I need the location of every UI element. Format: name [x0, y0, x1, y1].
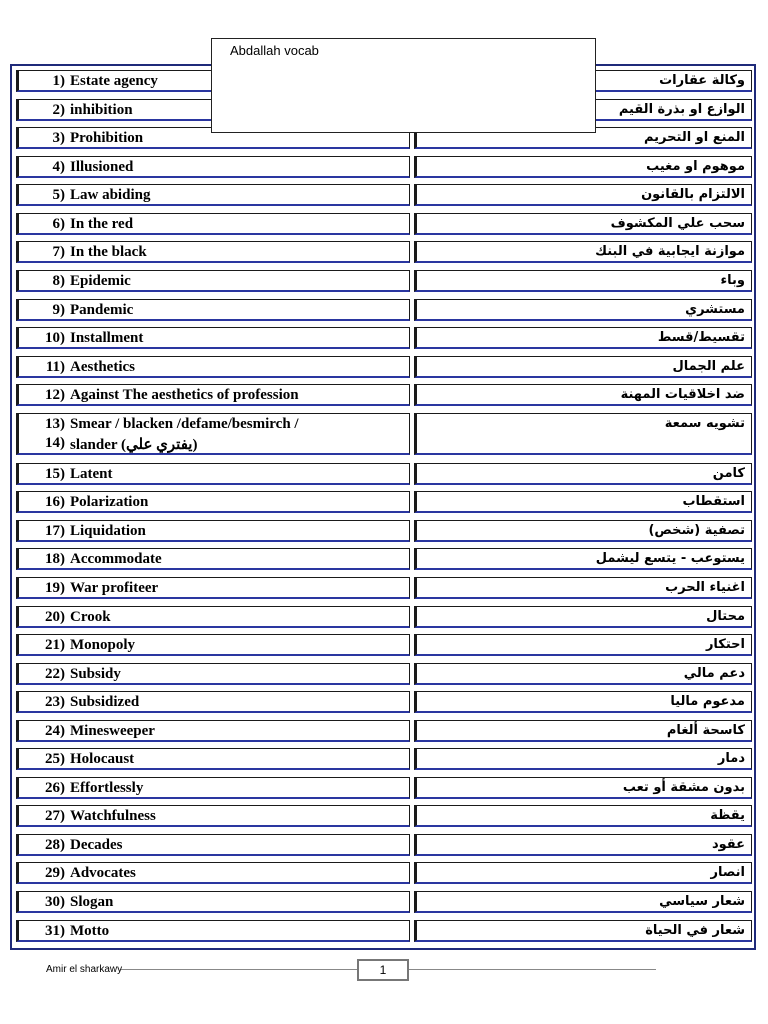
english-term-cell: [16, 356, 410, 378]
arabic-translation-cell: [414, 691, 752, 713]
arabic-translation-cell: [414, 213, 752, 235]
table-row: [16, 834, 752, 856]
arabic-translation: تصفية (شخص): [648, 523, 745, 538]
table-row: [16, 577, 752, 599]
english-term-cell: [16, 520, 410, 542]
arabic-translation-cell: [414, 805, 752, 827]
row-number: 19): [45, 580, 65, 596]
arabic-translation-cell: [414, 463, 752, 485]
english-term: Estate agency: [70, 73, 158, 89]
row-number: 7): [52, 244, 65, 260]
english-term: Subsidy: [70, 666, 121, 682]
english-term-cell: [16, 463, 410, 485]
page-number: 1: [357, 959, 409, 981]
english-term: Smear / blacken /defame/besmirch /: [70, 416, 299, 432]
table-row: [16, 520, 752, 542]
row-number: 2): [52, 102, 65, 118]
arabic-translation-cell: [414, 920, 752, 942]
row-number: 9): [52, 302, 65, 318]
english-term: Epidemic: [70, 273, 131, 289]
row-number: 20): [45, 609, 65, 625]
english-term: Against The aesthetics of profession: [70, 387, 299, 403]
row-number: 25): [45, 751, 65, 767]
table-row: [16, 327, 752, 349]
arabic-translation-cell: [414, 748, 752, 770]
arabic-translation: موازنة ايجابية في البنك: [595, 244, 745, 259]
arabic-translation-cell: [414, 777, 752, 799]
arabic-translation: تشويه سمعة: [664, 416, 745, 431]
arabic-translation: عقود: [711, 837, 745, 852]
table-row: [16, 663, 752, 685]
row-number: 30): [45, 894, 65, 910]
arabic-translation: استقطاب: [682, 494, 745, 509]
english-term-cell: [16, 920, 410, 942]
english-term: Illusioned: [70, 159, 134, 175]
row-number: 31): [45, 923, 65, 939]
english-term-cell: [16, 606, 410, 628]
row-number: 1): [52, 73, 65, 89]
arabic-translation: شعار سياسي: [659, 894, 745, 909]
row-number: 15): [45, 466, 65, 482]
english-term: Watchfulness: [70, 808, 156, 824]
arabic-translation-cell: [414, 184, 752, 206]
arabic-translation-cell: [414, 634, 752, 656]
arabic-translation-cell: [414, 520, 752, 542]
english-term-cell: [16, 663, 410, 685]
english-term: Effortlessly: [70, 780, 144, 796]
arabic-translation-cell: [414, 606, 752, 628]
table-row: [16, 384, 752, 406]
english-term: Accommodate: [70, 551, 162, 567]
english-term-cell: [16, 720, 410, 742]
english-term-cell: [16, 384, 410, 406]
arabic-translation: دعم مالي: [683, 666, 745, 681]
arabic-translation: كاسحة ألغام: [666, 723, 745, 738]
table-row: [16, 548, 752, 570]
english-term: Installment: [70, 330, 144, 346]
english-term-cell: [16, 156, 410, 178]
row-number: 18): [45, 551, 65, 567]
english-term: Holocaust: [70, 751, 135, 767]
arabic-translation-cell: [414, 356, 752, 378]
arabic-translation: موهوم او مغيب: [646, 159, 745, 174]
arabic-translation: المنع او التحريم: [643, 130, 745, 145]
english-term: Polarization: [70, 494, 149, 510]
english-term-cell: [16, 213, 410, 235]
english-term-cell: [16, 241, 410, 263]
table-row: [16, 491, 752, 513]
english-term-cell: [16, 413, 410, 455]
footer-author: Amir el sharkawy: [46, 964, 123, 975]
row-number: 12): [45, 387, 65, 403]
arabic-translation: مستشري: [685, 302, 745, 317]
arabic-translation-cell: [414, 299, 752, 321]
english-term: Advocates: [70, 865, 136, 881]
table-row: [16, 413, 752, 455]
table-row: [16, 634, 752, 656]
row-number: 29): [45, 865, 65, 881]
arabic-translation-cell: [414, 270, 752, 292]
table-row: [16, 862, 752, 884]
arabic-translation-cell: [414, 577, 752, 599]
row-number: 16): [45, 494, 65, 510]
row-number: 6): [52, 216, 65, 232]
english-term: inhibition: [70, 102, 133, 118]
arabic-translation: وباء: [720, 273, 745, 288]
arabic-translation: وكالة عقارات: [659, 73, 745, 88]
english-term-cell: [16, 891, 410, 913]
row-number: 27): [45, 808, 65, 824]
table-row: [16, 156, 752, 178]
table-row: [16, 748, 752, 770]
table-row: [16, 270, 752, 292]
row-number: 13): [45, 416, 65, 432]
english-term: Subsidized: [70, 694, 140, 710]
arabic-translation: الالتزام بالقانون: [641, 187, 745, 202]
arabic-translation-cell: [414, 834, 752, 856]
row-number: 8): [52, 273, 65, 289]
arabic-translation-cell: [414, 862, 752, 884]
english-term-cell: [16, 862, 410, 884]
arabic-translation-cell: [414, 491, 752, 513]
table-row: [16, 777, 752, 799]
table-row: [16, 356, 752, 378]
overlay-title: Abdallah vocab: [230, 43, 319, 58]
arabic-translation-cell: [414, 720, 752, 742]
english-term-cell: [16, 299, 410, 321]
arabic-translation: مدعوم ماليا: [670, 694, 745, 709]
english-term: War profiteer: [70, 580, 159, 596]
english-term-cell: [16, 834, 410, 856]
english-term-cell: [16, 548, 410, 570]
english-term-cell: [16, 491, 410, 513]
arabic-translation-cell: [414, 241, 752, 263]
row-number: 26): [45, 780, 65, 796]
row-number: 3): [52, 130, 65, 146]
table-row: [16, 606, 752, 628]
row-number: 11): [45, 359, 65, 375]
english-term-cell: [16, 748, 410, 770]
arabic-translation: دمار: [717, 751, 745, 766]
row-number: 24): [45, 723, 65, 739]
english-term-cell: [16, 577, 410, 599]
arabic-translation: اغنياء الحرب: [665, 580, 745, 595]
arabic-translation: شعار في الحياة: [645, 923, 745, 938]
english-term: Monopoly: [70, 637, 136, 653]
table-row: [16, 920, 752, 942]
row-number: 28): [45, 837, 65, 853]
english-term-cell: [16, 777, 410, 799]
arabic-translation-cell: [414, 548, 752, 570]
table-row: [16, 691, 752, 713]
arabic-translation-cell: [414, 384, 752, 406]
row-number: 14): [45, 435, 65, 451]
arabic-translation: احتكار: [705, 637, 745, 652]
english-term-cell: [16, 805, 410, 827]
english-term-cell: [16, 691, 410, 713]
arabic-translation: كامن: [712, 466, 745, 481]
english-term: Slogan: [70, 894, 114, 910]
arabic-translation: يستوعب - يتسع ليشمل: [595, 551, 745, 566]
table-row: [16, 720, 752, 742]
english-term: Minesweeper: [70, 723, 155, 739]
english-term: In the black: [70, 244, 147, 260]
row-number: 21): [45, 637, 65, 653]
table-row: [16, 805, 752, 827]
title-box: [211, 38, 596, 133]
english-term-cell: [16, 270, 410, 292]
arabic-translation-cell: [414, 413, 752, 455]
arabic-translation-cell: [414, 156, 752, 178]
row-number: 4): [52, 159, 65, 175]
english-term-cell: [16, 327, 410, 349]
arabic-translation: الوازع او بذرة القيم: [618, 102, 745, 117]
arabic-translation: انصار: [710, 865, 745, 880]
arabic-translation-cell: [414, 327, 752, 349]
english-term: Aesthetics: [70, 359, 135, 375]
english-term-cell: [16, 184, 410, 206]
table-row: [16, 299, 752, 321]
row-number: 10): [45, 330, 65, 346]
arabic-translation: سحب علي المكشوف: [610, 216, 745, 231]
english-term: Liquidation: [70, 523, 146, 539]
english-term: Prohibition: [70, 130, 144, 146]
arabic-translation: علم الجمال: [672, 359, 745, 374]
english-term: Law abiding: [70, 187, 151, 203]
row-number: 17): [45, 523, 65, 539]
arabic-translation-cell: [414, 663, 752, 685]
arabic-translation: يقظة: [710, 808, 745, 823]
arabic-translation-cell: [414, 891, 752, 913]
row-number: 22): [45, 666, 65, 682]
english-term: In the red: [70, 216, 134, 232]
english-term: Decades: [70, 837, 123, 853]
arabic-translation: ضد اخلاقيات المهنة: [620, 387, 745, 402]
table-row: [16, 184, 752, 206]
table-row: [16, 463, 752, 485]
arabic-translation: محتال: [706, 609, 745, 624]
row-number: 5): [52, 187, 65, 203]
english-term: Latent: [70, 466, 113, 482]
table-row: [16, 213, 752, 235]
arabic-translation: تقسيط/قسط: [657, 330, 745, 345]
english-term: Pandemic: [70, 302, 134, 318]
english-term: Crook: [70, 609, 111, 625]
arabic-translation: بدون مشقة أو تعب: [622, 780, 745, 795]
table-row: [16, 891, 752, 913]
english-term-continued: slander (يفتري علي): [70, 437, 198, 453]
table-row: [16, 241, 752, 263]
english-term-cell: [16, 634, 410, 656]
english-term: Motto: [70, 923, 110, 939]
row-number: 23): [45, 694, 65, 710]
